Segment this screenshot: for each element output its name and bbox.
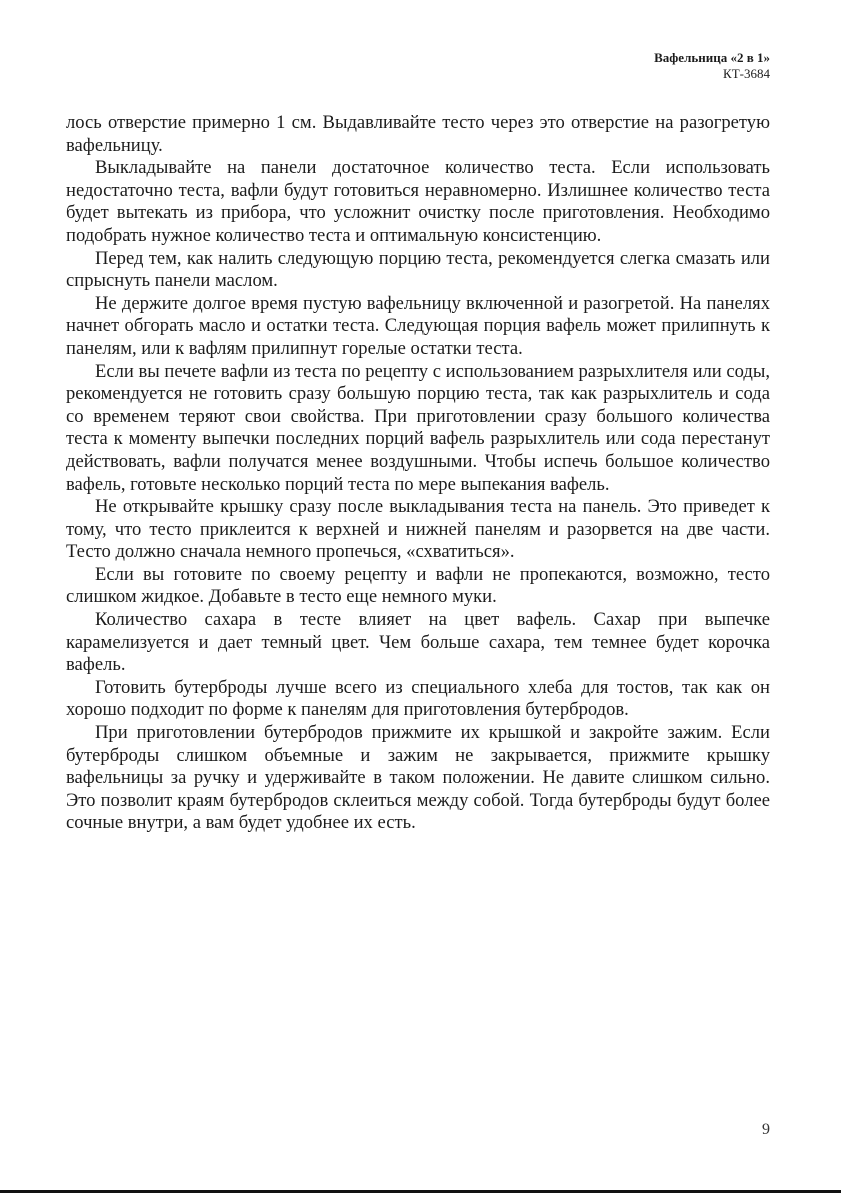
paragraph-sandwich-bread: Готовить бутерброды лучше всего из специального хлеба для тостов, так как он хорошо подходит по форме к панелям для приготовления бутербродов. [66,676,770,721]
paragraph-empty-heated: Не держите долгое время пустую вафельницу включенной и разогретой. На панелях начнет обгорать масло и остатки теста. Следующая порция вафель может прилипнуть к панелям, или к вафлям прилипнут горелые остатки теста. [66,292,770,359]
paragraph-sandwich-press: При приготовлении бутербродов прижмите их крышкой и закройте зажим. Если бутерброды слишком объемные и зажим не закрывается, прижмите крышку вафельницы за ручку и удерживайте в таком положении. Не давите слишком сильно. Это позволит краям бутербродов склеиться между собой. Тогда бутерброды будут более сочные внутри, а вам будет удобнее их есть. [66,722,770,834]
paragraph-batter-amount: Выкладывайте на панели достаточное количество теста. Если использовать недостаточно теста, вафли будут готовиться неравномерно. Излишнее количество теста будет вытекать из прибора, что усложнит очистку после приготовления. Необходимо подобрать нужное количество теста и оптимальную консистенцию. [66,157,770,246]
product-model: КТ-3684 [723,66,770,81]
paragraph-lid-opening: Не открывайте крышку сразу после выкладывания теста на панель. Это приведет к тому, что тесто приклеится к верхней и нижней панелям и разорвется на две части. Тесто должно сначала немного пропечься, «схватиться». [66,496,770,563]
paragraph-sugar-color: Количество сахара в тесте влияет на цвет вафель. Сахар при выпечке карамелизуется и дает темный цвет. Чем больше сахара, тем темнее будет корочка вафель. [66,609,770,676]
paragraph-liquid-batter: Если вы готовите по своему рецепту и вафли не пропекаются, возможно, тесто слишком жидкое. Добавьте в тесто еще немного муки. [66,563,770,608]
paragraph-continuation: лось отверстие примерно 1 см. Выдавливайте тесто через это отверстие на разогретую вафельницу. [66,112,770,156]
paragraph-oil-panels: Перед тем, как налить следующую порцию теста, рекомендуется слегка смазать или спрыснуть панели маслом. [66,247,770,292]
product-title: Вафельница «2 в 1» [654,50,770,65]
page-header [654,50,770,82]
page-number: 9 [762,1121,770,1138]
paragraph-baking-powder: Если вы печете вафли из теста по рецепту с использованием разрыхлителя или соды, рекомендуется не готовить сразу большую порцию теста, так как разрыхлитель и сода со временем теряют свои свойства. При приготовлении сразу большого количества теста к моменту выпечки последних порций вафель разрыхлитель или сода перестанут действовать, вафли получатся менее воздушными. Чтобы испечь большое количество вафель, готовьте несколько порций теста по мере выпекания вафель. [66,360,771,495]
body-text [66,112,770,835]
